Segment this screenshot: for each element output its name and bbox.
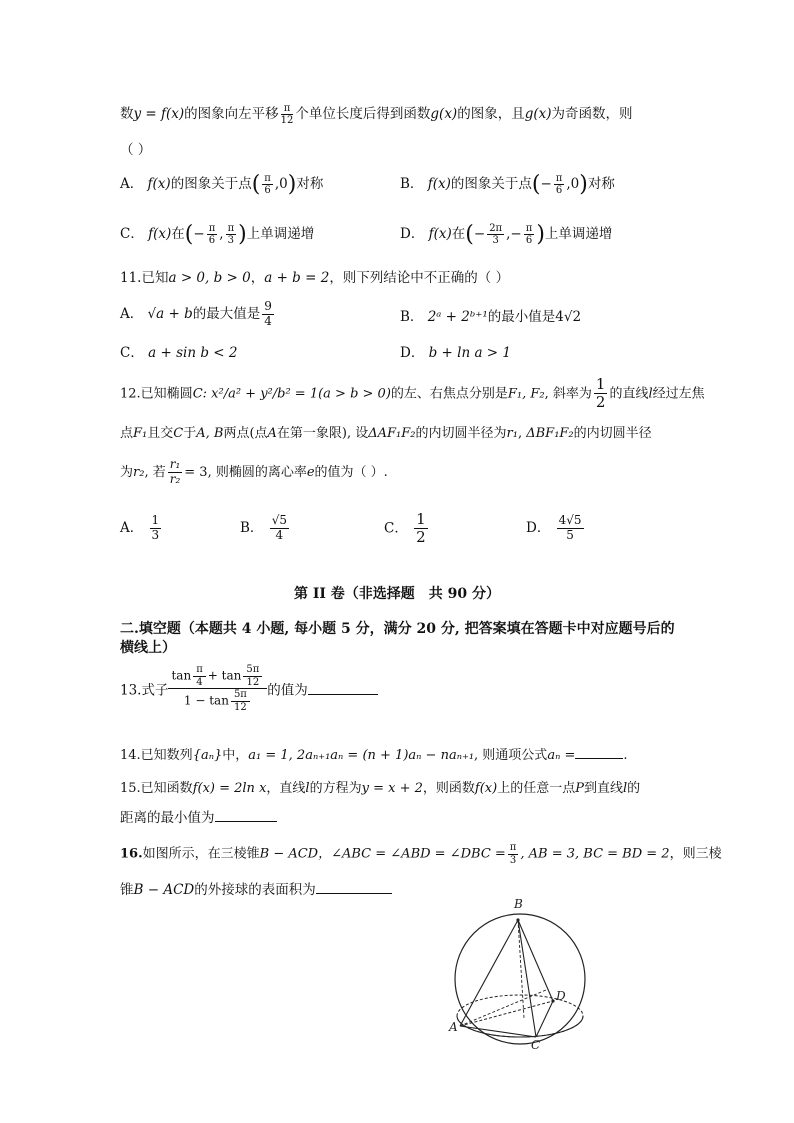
q12-option-b: B． $\frac{√5}{4}$ <box>240 513 287 542</box>
vertex-B <box>516 918 519 921</box>
answer-blank[interactable] <box>215 809 277 822</box>
edge-AD <box>460 1001 553 1026</box>
q12-stem-line3: 为r₂, 若 $\frac{\text{r₁}}{\text{r₂}}$ = 3, 则椭圆的离心率e的值为（ ）. <box>120 457 388 486</box>
q12-stem-line1: 12.已知椭圆C: x²/a² + y²/b² = 1(a > b > 0)的左、右焦点分别是F₁, F₂, 斜率为 $\frac{1}{2}$ 的直线l经过左焦 <box>120 375 705 412</box>
q11-option-d: D． b + ln a > 1 <box>400 345 511 361</box>
q12-option-d: D． $\frac{4√5}{5}$ <box>526 513 582 542</box>
answer-blank[interactable] <box>575 746 623 759</box>
q11-option-a: A． √a + b的最大值是 $\frac{9}{4}$ <box>120 299 272 328</box>
answer-blank[interactable] <box>316 881 392 894</box>
fill-in-heading: 二.填空题（本题共 4 小题, 每小题 5 分，满分 20 分, 把答案填在答题卡中对应题号后的横线上） <box>120 621 675 656</box>
q10-option-c: C． f(x)在(− $\frac{\pi}{6}$ , $\frac{\pi}{3}$ )上单调递增 <box>120 222 315 247</box>
label-D: D <box>556 989 566 1003</box>
q16-line1: 16.如图所示，在三棱锥B − ACD，∠ABC = ∠ABD = ∠DBC = $\frac{\pi}{3}$ , AB = 3, BC = BD = 2，则三棱 <box>120 842 722 866</box>
altitude-dashed <box>518 920 524 1018</box>
label-A: A <box>449 1020 458 1034</box>
label-C: C <box>531 1038 541 1052</box>
edge-CD <box>536 1001 553 1037</box>
q14: 14.已知数列{aₙ}中，a₁ = 1, 2aₙ₊₁aₙ = (n + 1)aₙ − naₙ₊₁, 则通项公式aₙ = . <box>120 748 628 763</box>
q10-line1: 数y = f(x)的图象向左平移 $\frac{\pi}{12}$ 个单位长度后得到函数g(x)的图象，且g(x)为奇函数，则 <box>120 102 633 126</box>
q12-option-a: A． $\frac{1}{3}$ <box>120 513 160 542</box>
sphere-tetrahedron-figure <box>440 892 600 1057</box>
q16-line2: 锥B − ACD的外接球的表面积为 <box>120 878 392 898</box>
vertex-D <box>551 999 554 1002</box>
edge-BD <box>518 920 553 1001</box>
q15-line2: 距离的最小值为 <box>120 806 277 826</box>
q12-option-c: C． $\frac{1}{2}$ <box>384 510 426 547</box>
label-B: B <box>514 897 523 911</box>
section-2-title: 第 II 卷（非选择题 共 90 分） <box>293 586 501 602</box>
fraction: $\frac{\pi}{12}$ <box>280 102 294 126</box>
q13: 13.式子 tan $\frac{\pi}{4}$ + tan $\frac{5\pi}{12}$ 1 − tan $\frac{5\pi}{12}$ 的值为 <box>120 664 378 713</box>
answer-blank[interactable] <box>308 682 378 695</box>
q11-option-c: C． a + sin b < 2 <box>120 345 238 361</box>
q10-option-d: D． f(x)在(− $\frac{2\pi}{3}$ ,− $\frac{\pi}{6}$ )上单调递增 <box>400 222 613 247</box>
edge-BA <box>460 920 518 1026</box>
q11-stem: 11.已知a > 0, b > 0，a + b = 2，则下列结论中不正确的（ ） <box>120 270 510 286</box>
q10-option-a: A． f(x)的图象关于点( $\frac{\pi}{6}$ ,0)对称 <box>120 172 324 197</box>
edge-BC <box>518 920 536 1037</box>
q10-answer-bracket: （ ） <box>120 142 152 158</box>
q10-option-b: B． f(x)的图象关于点(− $\frac{\pi}{6}$ ,0)对称 <box>400 172 615 197</box>
q15-line1: 15.已知函数f(x) = 2ln x，直线l的方程为y = x + 2，则函数f(x)上的任意一点P到直线l的 <box>120 781 641 796</box>
q12-stem-line2: 点F₁且交C于A, B两点(点A在第一象限), 设ΔAF₁F₂的内切圆半径为r₁, ΔBF₁F₂的内切圆半径 <box>120 426 652 441</box>
q11-option-b: B． 2ᵃ + 2ᵇ⁺¹的最小值是4√2 <box>400 309 582 325</box>
